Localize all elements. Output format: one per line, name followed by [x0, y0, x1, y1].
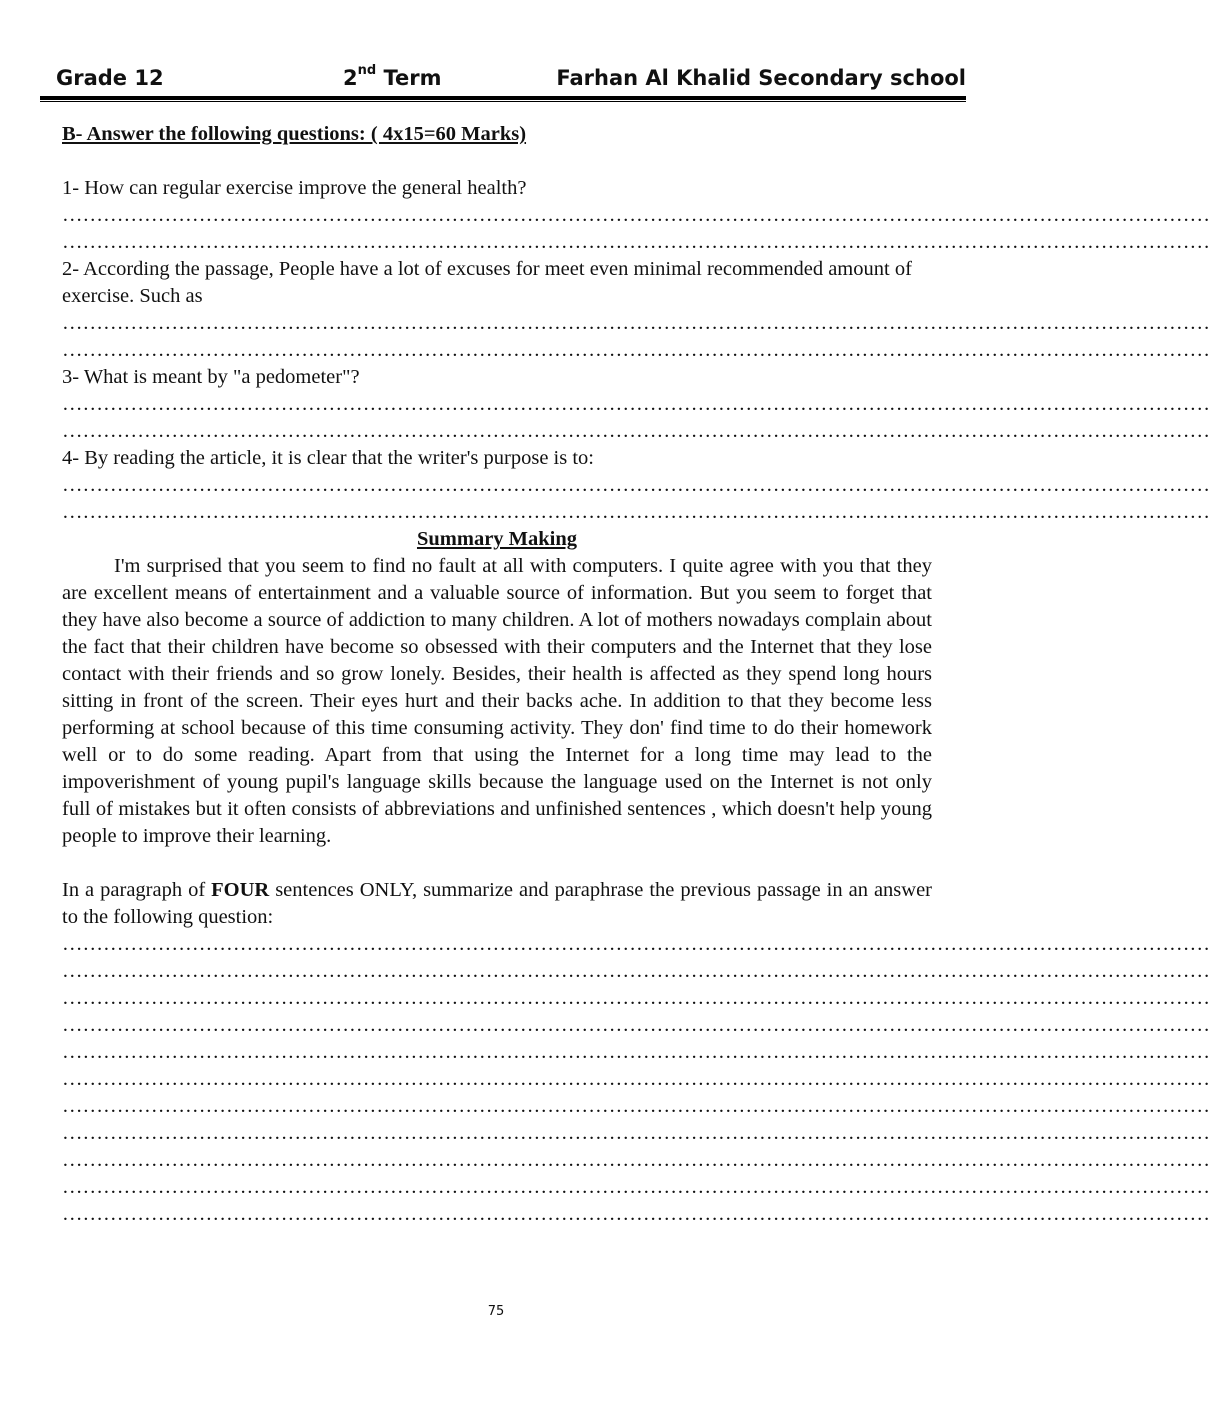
answer-line[interactable]: ……………………………………………………………………………………………………………………………………………………	[62, 420, 1210, 442]
summary-title: Summary Making	[416, 528, 578, 550]
question-3: 3- What is meant by "a pedometer"?	[62, 366, 360, 388]
header-rule-thin	[40, 101, 966, 102]
question-4: 4- By reading the article, it is clear that the writer's purpose is to:	[62, 447, 594, 469]
instruction-post: sentences ONLY, summarize and paraphrase the previous passage in an answer to the following question:	[62, 879, 932, 928]
answer-line[interactable]: ……………………………………………………………………………………………………………………………………………………	[62, 960, 1210, 982]
question-2: 2- According the passage, People have a lot of excuses for meet even minimal recommended amount of exercise. Such as	[62, 258, 912, 307]
summary-passage: I'm surprised that you seem to find no fault at all with computers. I quite agree with you that they are excellent means of entertainment and a valuable source of information. But you seem to forget that they have also become a source of addiction to many children. A lot of mothers nowadays complain about the fact that their children have become so obsessed with their computers and the Internet that they lose contact with their friends and so grow lonely. Besides, their health is affected as they spend long hours sitting in front of the screen. Their eyes hurt and their backs ache. In addition to that they become less performing at school because of this time consuming activity. They don' find time to do their homework well or to do some reading. Apart from that using the Internet for a long time may lead to the impoverishment of young pupil's language skills because the language used on the Internet is not only full of mistakes but it often consists of abbreviations and unfinished sentences , which doesn't help young people to improve their learning.	[62, 555, 932, 847]
grade-label: Grade 12	[56, 66, 164, 90]
answer-line[interactable]: ……………………………………………………………………………………………………………………………………………………	[62, 1176, 1210, 1198]
instruction-pre: In a paragraph of	[62, 879, 212, 901]
page-number: 75	[487, 1304, 505, 1319]
answer-line[interactable]: ……………………………………………………………………………………………………………………………………………………	[62, 204, 1210, 226]
question-1: 1- How can regular exercise improve the general health?	[62, 177, 527, 199]
answer-line[interactable]: ……………………………………………………………………………………………………………………………………………………	[62, 1149, 1210, 1171]
answer-line[interactable]: ……………………………………………………………………………………………………………………………………………………	[62, 1041, 1210, 1063]
section-b-title: B- Answer the following questions: ( 4x15=60 Marks)	[62, 123, 527, 145]
answer-line[interactable]: ……………………………………………………………………………………………………………………………………………………	[62, 501, 1210, 523]
page-content	[62, 121, 1210, 1228]
term-label	[343, 63, 442, 90]
answer-line[interactable]: ……………………………………………………………………………………………………………………………………………………	[62, 987, 1210, 1009]
answer-line[interactable]: ……………………………………………………………………………………………………………………………………………………	[62, 933, 1210, 955]
answer-line[interactable]: ……………………………………………………………………………………………………………………………………………………	[62, 231, 1210, 253]
answer-line[interactable]: ……………………………………………………………………………………………………………………………………………………	[62, 1095, 1210, 1117]
answer-line[interactable]: ……………………………………………………………………………………………………………………………………………………	[62, 1203, 1210, 1225]
answer-line[interactable]: ……………………………………………………………………………………………………………………………………………………	[62, 312, 1210, 334]
term-word: Term	[383, 66, 442, 90]
summary-instruction	[62, 877, 932, 931]
term-number: 2	[343, 66, 358, 90]
answer-line[interactable]: ……………………………………………………………………………………………………………………………………………………	[62, 1014, 1210, 1036]
school-name: Farhan Al Khalid Secondary school	[556, 66, 966, 90]
answer-line[interactable]: ……………………………………………………………………………………………………………………………………………………	[62, 393, 1210, 415]
term-ordinal-suffix: nd	[357, 63, 377, 78]
answer-line[interactable]: ……………………………………………………………………………………………………………………………………………………	[62, 1122, 1210, 1144]
page-header	[40, 60, 966, 96]
instruction-bold: FOUR	[211, 879, 270, 901]
answer-line[interactable]: ……………………………………………………………………………………………………………………………………………………	[62, 339, 1210, 361]
answer-line[interactable]: ……………………………………………………………………………………………………………………………………………………	[62, 474, 1210, 496]
answer-line[interactable]: ……………………………………………………………………………………………………………………………………………………	[62, 1068, 1210, 1090]
header-rule-thick	[40, 96, 966, 100]
